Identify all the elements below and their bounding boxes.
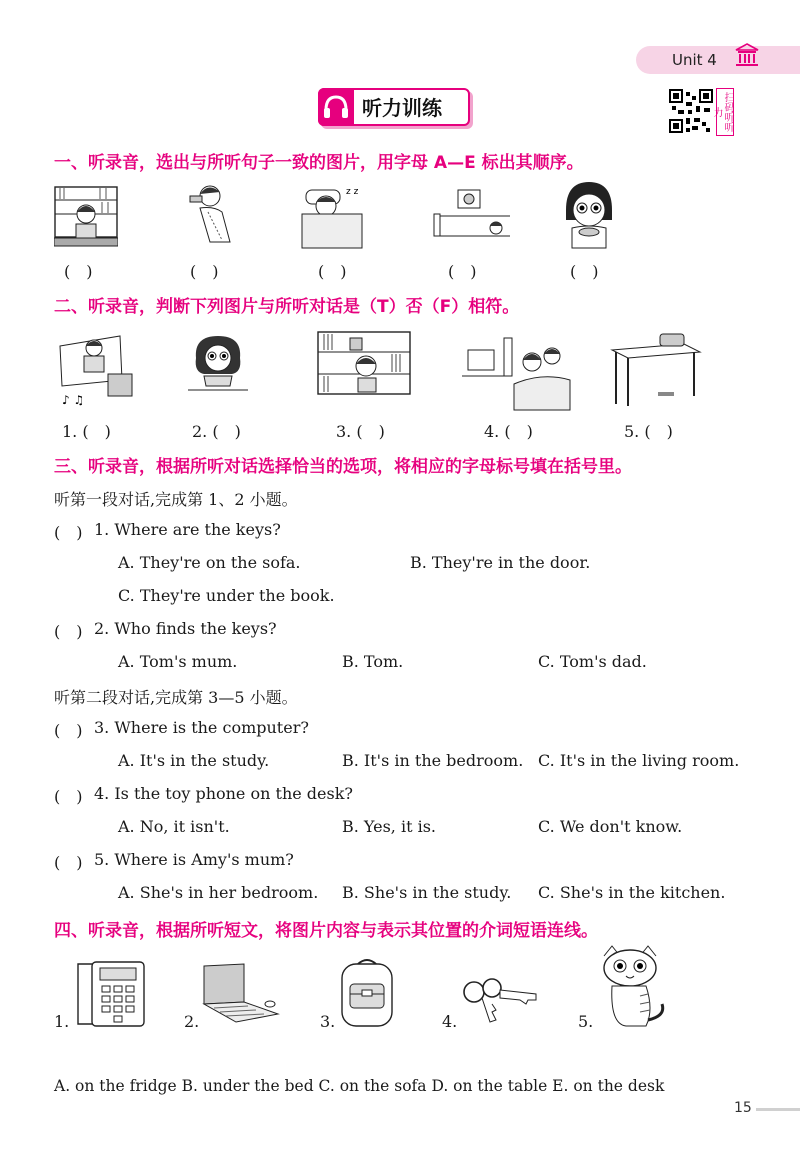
q2-option-a: A. Tom's mum. <box>118 652 238 671</box>
q2-blank[interactable]: ( ) <box>54 622 83 641</box>
footer-rule <box>756 1108 800 1111</box>
q1-option-b: B. They're in the door. <box>410 553 591 572</box>
laptop-icon <box>198 962 284 1028</box>
cat-icon <box>596 944 668 1030</box>
match-label-1: 1. <box>54 1012 70 1031</box>
part1-intro: 听第一段对话,完成第 1、2 小题。 <box>54 490 298 509</box>
q4-option-a: A. No, it isn't. <box>118 817 230 836</box>
boy-sleeping-icon <box>300 184 366 250</box>
qr-code-icon[interactable] <box>668 88 714 138</box>
match-options: A. on the fridge B. under the bed C. on the sofa D. on the table E. on the desk <box>54 1077 665 1095</box>
unit-label: Unit 4 <box>672 51 717 69</box>
boy-drinking-icon <box>186 182 242 246</box>
svg-text:z z: z z <box>346 187 359 197</box>
boy-sofa-music-icon <box>54 330 140 410</box>
q1-blank[interactable]: ( ) <box>54 523 83 542</box>
phone-on-table-icon <box>610 330 702 408</box>
q1-text: 1. Where are the keys? <box>94 520 281 539</box>
q2-option-b: B. Tom. <box>342 652 404 671</box>
girl-bookshelf-icon <box>316 330 412 402</box>
q1-option-a: A. They're on the sofa. <box>118 553 301 572</box>
section3-heading: 三、听录音，根据所听对话选择恰当的选项，将相应的字母标号填在括号里。 <box>54 457 632 477</box>
q4-blank[interactable]: ( ) <box>54 787 83 806</box>
q5-option-b: B. She's in the study. <box>342 883 512 902</box>
q3-option-a: A. It's in the study. <box>118 751 270 770</box>
boy-reading-icon <box>54 186 118 248</box>
part2-intro: 听第二段对话,完成第 3—5 小题。 <box>54 688 298 707</box>
q3-option-b: B. It's in the bedroom. <box>342 751 524 770</box>
blank-s1-2[interactable]: ( ) <box>190 262 219 281</box>
page-title: 听力训练 <box>362 96 442 120</box>
girl-cake-icon <box>188 334 248 392</box>
blank-s2-2[interactable]: 2. ( ) <box>192 422 241 441</box>
blank-s2-4[interactable]: 4. ( ) <box>484 422 533 441</box>
blank-s1-4[interactable]: ( ) <box>448 262 477 281</box>
keys-icon <box>460 976 542 1026</box>
qr-caption: 扫码听听力 <box>716 88 734 136</box>
backpack-icon <box>336 956 398 1028</box>
q3-text: 3. Where is the computer? <box>94 718 309 737</box>
girl-eating-icon <box>562 180 616 250</box>
blank-s2-5[interactable]: 5. ( ) <box>624 422 673 441</box>
match-label-3: 3. <box>320 1012 336 1031</box>
match-label-4: 4. <box>442 1012 458 1031</box>
q5-blank[interactable]: ( ) <box>54 853 83 872</box>
unit-tab <box>636 46 800 74</box>
q1-option-c: C. They're under the book. <box>118 586 335 605</box>
blank-s2-1[interactable]: 1. ( ) <box>62 422 111 441</box>
q4-text: 4. Is the toy phone on the desk? <box>94 784 353 803</box>
blank-s1-3[interactable]: ( ) <box>318 262 347 281</box>
match-label-2: 2. <box>184 1012 200 1031</box>
headphones-icon <box>318 88 354 126</box>
q4-option-c: C. We don't know. <box>538 817 683 836</box>
match-label-5: 5. <box>578 1012 594 1031</box>
section4-heading: 四、听录音，根据所听短文，将图片内容与表示其位置的介词短语连线。 <box>54 921 598 941</box>
boy-watching-tv-icon <box>430 186 512 248</box>
kids-watching-tv-icon <box>462 336 574 412</box>
section2-heading: 二、听录音，判断下列图片与所听对话是（T）否（F）相符。 <box>54 297 520 317</box>
q2-text: 2. Who finds the keys? <box>94 619 277 638</box>
page-number: 15 <box>734 1100 752 1116</box>
q5-text: 5. Where is Amy's mum? <box>94 850 294 869</box>
svg-text:♪ ♫: ♪ ♫ <box>62 393 85 407</box>
q5-option-c: C. She's in the kitchen. <box>538 883 726 902</box>
building-icon <box>734 42 760 72</box>
q4-option-b: B. Yes, it is. <box>342 817 436 836</box>
section1-heading: 一、听录音，选出与所听句子一致的图片，用字母 A—E 标出其顺序。 <box>54 153 584 173</box>
q3-option-c: C. It's in the living room. <box>538 751 740 770</box>
q3-blank[interactable]: ( ) <box>54 721 83 740</box>
telephone-icon <box>74 958 146 1028</box>
q2-option-c: C. Tom's dad. <box>538 652 647 671</box>
q5-option-a: A. She's in her bedroom. <box>118 883 319 902</box>
blank-s1-1[interactable]: ( ) <box>64 262 93 281</box>
blank-s1-5[interactable]: ( ) <box>570 262 599 281</box>
blank-s2-3[interactable]: 3. ( ) <box>336 422 385 441</box>
